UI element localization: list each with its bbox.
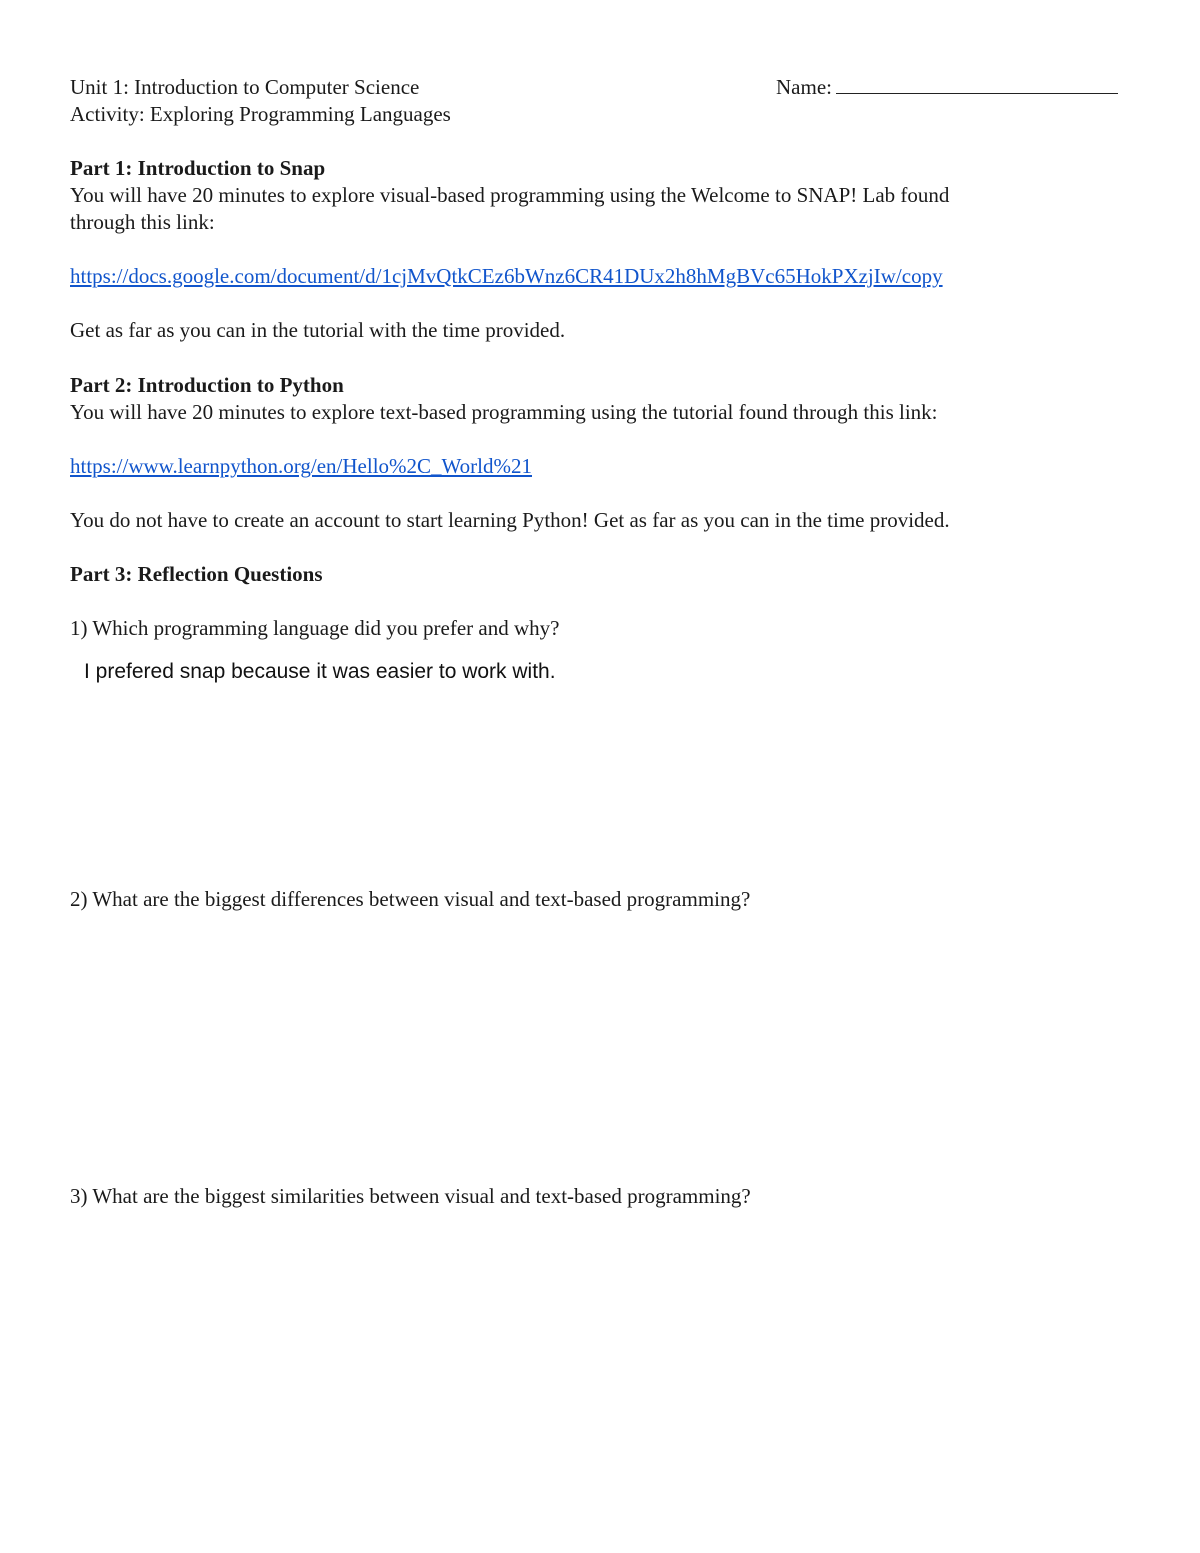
activity-title: Activity: Exploring Programming Languages	[70, 102, 451, 126]
part2-instruction: You do not have to create an account to start learning Python! Get as far as you can in the time provided.	[70, 508, 950, 532]
name-field[interactable]	[776, 73, 1118, 101]
part1-text-line1: You will have 20 minutes to explore visual-based programming using the Welcome to SNAP! Lab found	[70, 183, 950, 207]
part1-text-line2: through this link:	[70, 210, 215, 234]
snap-lab-link[interactable]: https://docs.google.com/document/d/1cjMvQtkCEz6bWnz6CR41DUx2h8hMgBVc65HokPXzjIw/copy	[70, 264, 943, 288]
unit-title: Unit 1: Introduction to Computer Science	[70, 75, 420, 99]
part2-heading: Part 2: Introduction to Python	[70, 373, 344, 397]
question-3: 3) What are the biggest similarities between visual and text-based programming?	[70, 1184, 751, 1208]
python-tutorial-link[interactable]: https://www.learnpython.org/en/Hello%2C_World%21	[70, 454, 532, 478]
answer-1[interactable]: I prefered snap because it was easier to work with.	[84, 660, 556, 683]
part3-heading: Part 3: Reflection Questions	[70, 562, 323, 586]
part1-instruction: Get as far as you can in the tutorial with the time provided.	[70, 318, 566, 342]
part1-heading: Part 1: Introduction to Snap	[70, 156, 326, 180]
name-blank-line[interactable]	[836, 73, 1118, 94]
part2-text: You will have 20 minutes to explore text-based programming using the tutorial found through this link:	[70, 400, 938, 424]
question-1: 1) Which programming language did you prefer and why?	[70, 616, 560, 640]
name-label: Name:	[776, 75, 832, 99]
question-2: 2) What are the biggest differences between visual and text-based programming?	[70, 887, 751, 911]
